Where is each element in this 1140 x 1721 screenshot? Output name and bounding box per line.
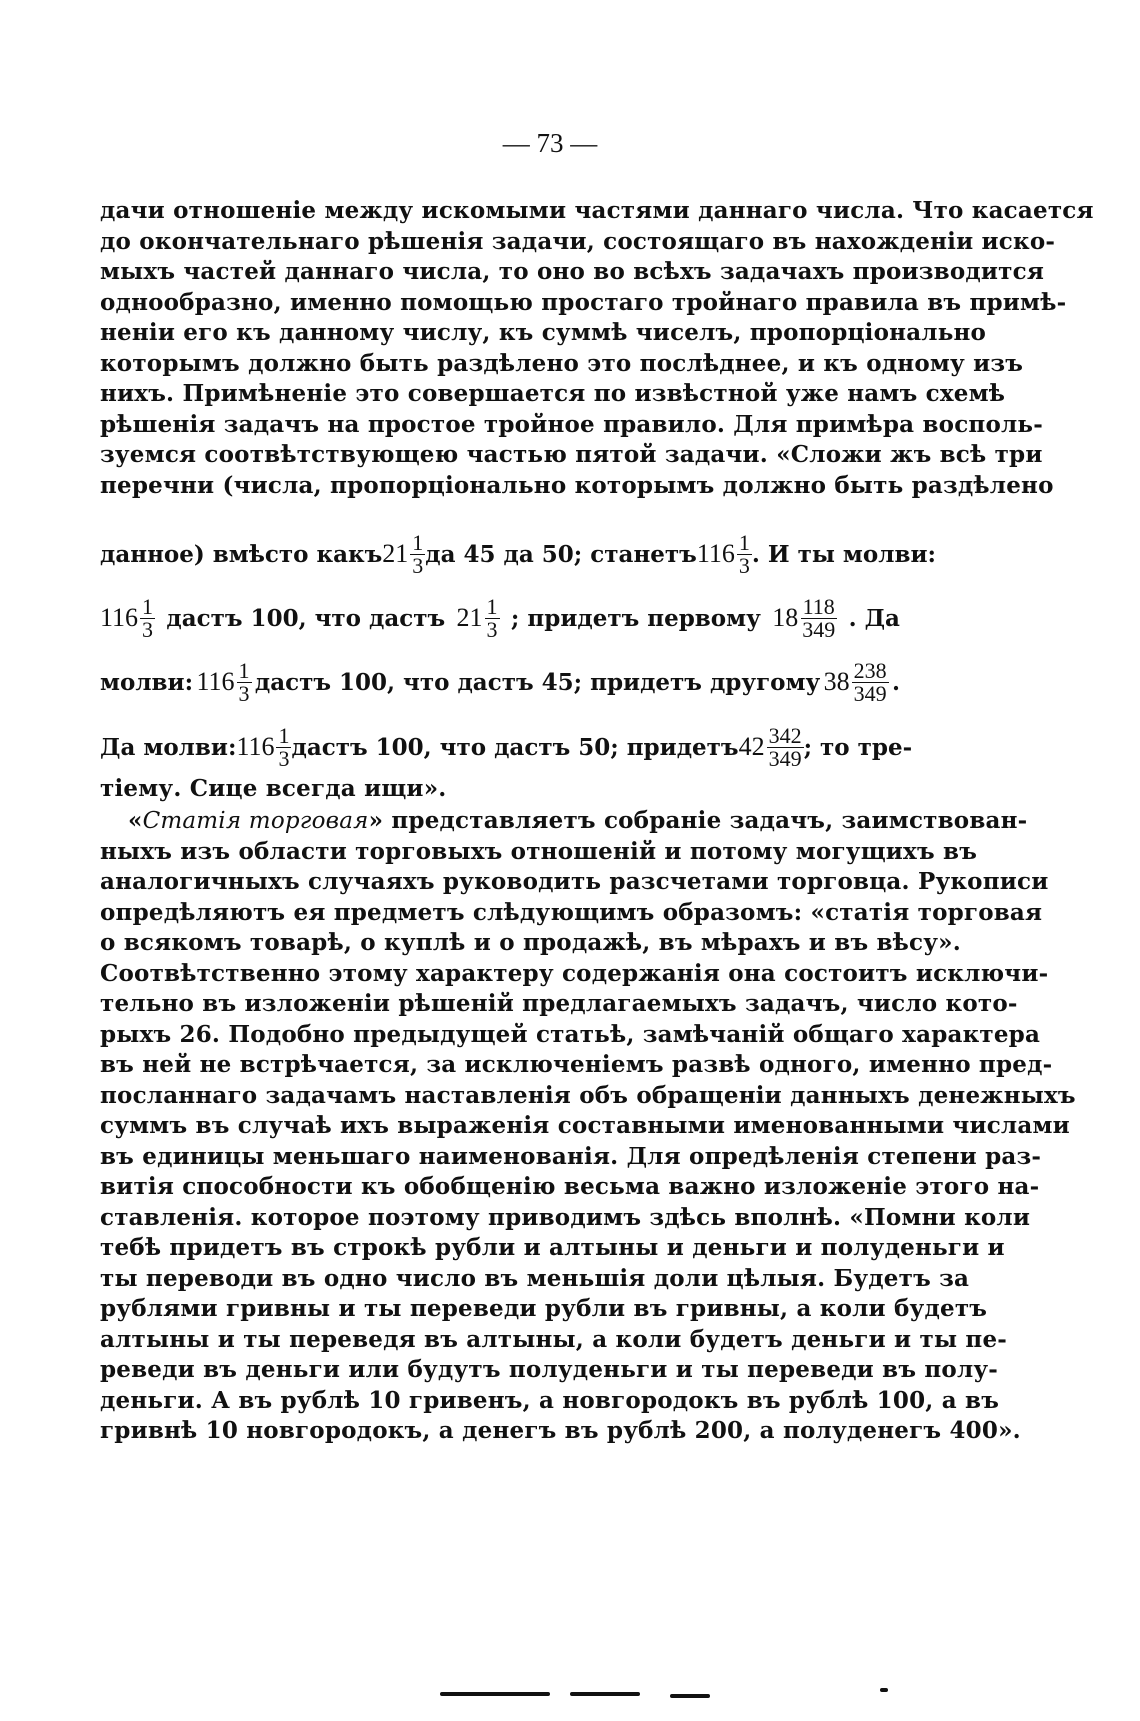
text-line: тіему. Сице всегда ищи».: [100, 775, 447, 802]
text-line: однообразно, именно помощью простаго тройнаго правила въ примѣ-: [100, 288, 1067, 316]
fraction: [800, 593, 837, 642]
fraction: [237, 657, 252, 706]
text-line: рыхъ 26. Подобно предыдущей статьѣ, замѣчаній общаго характера: [100, 1020, 1041, 1048]
text-segment: ; придетъ первому: [510, 604, 761, 632]
whole-part: 18: [772, 603, 799, 632]
text-segment: дастъ 100, что дастъ 45; придетъ другому: [254, 668, 821, 696]
denominator: 3: [142, 616, 154, 642]
mixed-number: [823, 657, 889, 706]
scan-artifact: [420, 1692, 940, 1704]
text-segment: представляетъ собраніе задачъ, заимствован-: [383, 807, 1028, 834]
quote-open: «: [128, 807, 143, 834]
text-line: алтыны и ты переведя въ алтыны, а коли будетъ деньги и ты пе-: [100, 1325, 1008, 1353]
text-line: о всякомъ товарѣ, о куплѣ и о продажѣ, въ мѣрахъ и въ вѣсу».: [100, 929, 961, 956]
whole-part: 116: [236, 732, 275, 761]
fraction-line-2: [100, 590, 900, 646]
page-number: — 73 —: [502, 128, 598, 158]
text-line: неніи его къ данному числу, къ суммѣ чиселъ, пропорціонально: [100, 319, 987, 346]
text-line: витія способности къ обобщенію весьма важно изложеніе этого на-: [100, 1173, 1040, 1200]
text-line: нихъ. Примѣненіе это совершается по извѣстной уже намъ схемѣ: [100, 380, 1006, 407]
text-segment: дастъ 100, что дастъ 50; придетъ: [291, 733, 739, 761]
text-line: Соотвѣтственно этому характеру содержанія она состоитъ исключи-: [100, 959, 1049, 987]
mixed-number: [382, 529, 425, 578]
text-line: опредѣляютъ ея предметъ слѣдующимъ образомъ: «статія торговая: [100, 898, 1043, 926]
denominator: 3: [412, 552, 424, 578]
whole-part: 116: [196, 667, 235, 696]
fraction: [276, 722, 291, 771]
numerator: 118: [802, 593, 835, 619]
mixed-number: [738, 722, 804, 771]
whole-part: 42: [738, 732, 765, 761]
section-title: Статія торговая: [142, 808, 369, 834]
text-line: которымъ должно быть раздѣлено это послѣднее, и къ одному изъ: [100, 349, 1024, 377]
text-line: тельно въ изложеніи рѣшеній предлагаемыхъ задачъ, число кото-: [100, 990, 1018, 1017]
paragraph-1: [100, 196, 1094, 501]
text-line: [100, 806, 1028, 837]
text-segment: . И ты молви:: [751, 540, 936, 568]
text-line: зуемся соотвѣтствующею частью пятой задачи. «Сложи жъ всѣ три: [100, 441, 1043, 468]
numerator: 1: [142, 593, 154, 619]
text-line: реведи въ деньги или будутъ полуденьги и ты переведи въ полу-: [100, 1356, 999, 1383]
text-segment: данное) вмѣсто какъ: [100, 540, 383, 568]
text-line: ставленія. которое поэтому приводимъ здѣсь вполнѣ. «Помни коли: [100, 1203, 1031, 1231]
numerator: 1: [738, 529, 750, 555]
text-line: посланнаго задачамъ наставленія объ обращеніи данныхъ денежныхъ: [100, 1081, 1076, 1109]
fraction: [485, 593, 500, 642]
denominator: 349: [853, 680, 887, 706]
mixed-number: [100, 593, 155, 642]
fraction: [140, 593, 155, 642]
numerator: 1: [486, 593, 498, 619]
text-segment: ; то тре-: [803, 733, 913, 761]
text-segment: Да молви:: [100, 733, 237, 761]
fraction-line-3: [100, 654, 900, 710]
numerator: 1: [238, 657, 250, 683]
text-line: ты переводи въ одно число въ меньшія доли цѣлыя. Будетъ за: [100, 1264, 970, 1292]
text-line: въ ней не встрѣчается, за исключеніемъ развѣ одного, именно пред-: [100, 1051, 1053, 1078]
mixed-number: [772, 593, 837, 642]
text-line: гривнѣ 10 новгородокъ, а денегъ въ рублѣ 200, а полуденегъ 400».: [100, 1417, 1021, 1444]
paragraph-2: [100, 806, 1076, 1447]
numerator: 238: [853, 657, 887, 683]
denominator: 3: [238, 680, 250, 706]
text-line: до окончательнаго рѣшенія задачи, состоящаго въ нахожденіи иско-: [100, 227, 1056, 255]
text-line: перечни (числа, пропорціонально которымъ должно быть раздѣлено: [100, 471, 1054, 499]
numerator: 1: [278, 722, 290, 748]
paragraph-1-end: [100, 774, 900, 805]
denominator: 3: [278, 745, 290, 771]
text-line: суммъ въ случаѣ ихъ выраженія составными именованными числами: [100, 1112, 1070, 1139]
text-line: мыхъ частей даннаго числа, то оно во всѣхъ задачахъ производится: [100, 258, 1045, 285]
denominator: 3: [486, 616, 498, 642]
text-segment: . Да: [848, 604, 900, 632]
mixed-number: [196, 657, 251, 706]
mixed-number: [696, 529, 752, 578]
text-line: тебѣ придетъ въ строкѣ рубли и алтыны и деньги и полуденьги и: [100, 1234, 1005, 1261]
text-line: рублями гривны и ты переведи рубли въ гривны, а коли будетъ: [100, 1295, 988, 1322]
whole-part: 21: [382, 539, 409, 568]
text-segment: молви:: [100, 668, 194, 696]
text-segment: да 45 да 50; станетъ: [425, 540, 697, 568]
whole-part: 116: [696, 539, 735, 568]
fraction: [852, 657, 889, 706]
text-line: рѣшенія задачъ на простое тройное правило. Для примѣра восполь-: [100, 410, 1043, 438]
mixed-number: [456, 593, 500, 642]
text-line: въ единицы меньшаго наименованія. Для опредѣленія степени раз-: [100, 1142, 1042, 1170]
text-line: ныхъ изъ области торговыхъ отношеній и потому могущихъ въ: [100, 837, 978, 865]
whole-part: 38: [823, 667, 850, 696]
fraction-line-4: [100, 719, 913, 775]
mixed-number: [236, 722, 291, 771]
quote-close: »: [368, 807, 384, 834]
fraction: [737, 529, 752, 578]
text-segment: .: [891, 668, 900, 696]
text-segment: дастъ 100, что дастъ: [166, 604, 446, 632]
denominator: 349: [768, 745, 802, 771]
whole-part: 21: [456, 603, 483, 632]
fraction-line-1: [100, 526, 936, 582]
text-line: деньги. А въ рублѣ 10 гривенъ, а новгородокъ въ рублѣ 100, а въ: [100, 1386, 1000, 1414]
fraction: [767, 722, 804, 771]
text-line: аналогичныхъ случаяхъ руководить разсчетами торговца. Рукописи: [100, 868, 1049, 895]
denominator: 3: [738, 552, 750, 578]
whole-part: 116: [100, 603, 139, 632]
numerator: 1: [412, 529, 424, 555]
fraction: [410, 529, 425, 578]
text-line: дачи отношеніе между искомыми частями даннаго числа. Что касается: [100, 197, 1094, 224]
numerator: 342: [768, 722, 802, 748]
denominator: 349: [802, 616, 836, 642]
